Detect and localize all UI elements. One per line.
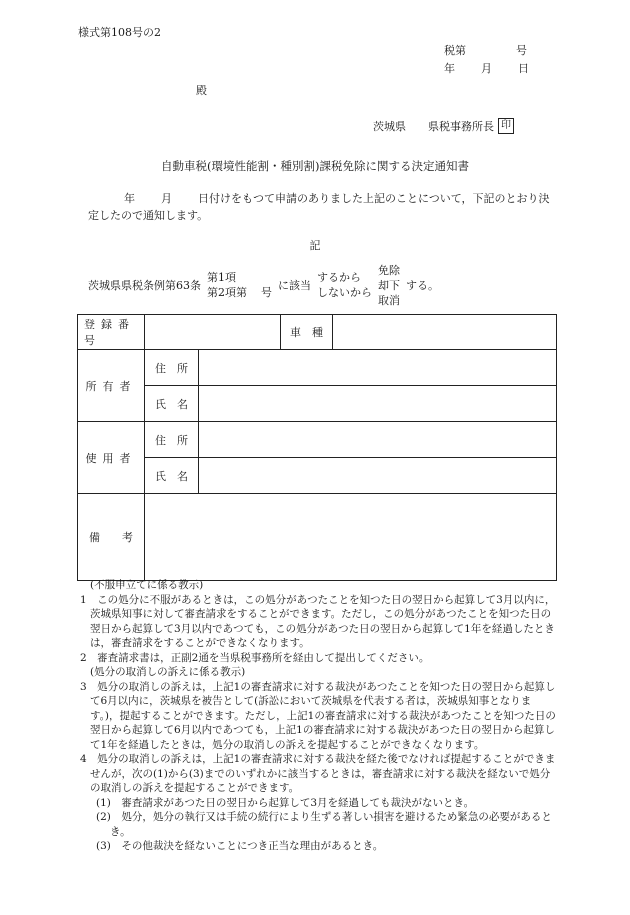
ki-heading: 記 — [309, 239, 321, 252]
user-address-value — [199, 422, 557, 458]
tax-number-suffix: 号 — [516, 44, 527, 57]
user-name-label: 氏 名 — [145, 458, 199, 494]
intro-year: 年 — [124, 192, 135, 205]
paragraph-2: 第2項第 号 — [207, 286, 272, 299]
day-label: 日 — [518, 62, 529, 75]
table-row — [78, 458, 557, 494]
tax-number-prefix: 税第 — [444, 44, 466, 57]
option-suru: するから — [317, 271, 361, 284]
owner-name-value — [199, 386, 557, 422]
note-item-3: 3 処分の取消しの訴えは，上記1の審査請求に対する裁決があつたことを知つた日の翌日から起算して6月以内に，茨城県を被告として(訴訟において茨城県を代表する者は，茨城県知事となります。)，提起することができます。ただし，上記1の審査請求に対する裁決があつたことを知つた日の翌日から起算して6月以内であつても，上記1の審査請求に対する裁決があつた日の翌日から起算して1年を経過したときは，処分の取消しの訴えを提起することができなくなります。 — [80, 680, 556, 751]
addressee: 殿 — [196, 84, 207, 97]
ordinance-text: 茨城県県税条例第63条 — [88, 279, 201, 292]
note-sub-1: (1) 審査請求があつた日の翌日から起算して3月を経過しても裁決がないとき。 — [96, 796, 475, 809]
notes-heading-appeal: (不服申立てに係る教示) — [90, 579, 204, 591]
table-row — [78, 494, 557, 581]
owner-label: 所有者 — [78, 350, 145, 422]
year-label: 年 — [444, 62, 455, 75]
form-number: 様式第108号の2 — [78, 26, 161, 39]
document-title: 自動車税(環境性能割・種別割)課税免除に関する決定通知書 — [161, 159, 469, 173]
owner-address-value — [199, 350, 557, 386]
applies-text: に該当 — [278, 279, 311, 292]
issue-date — [444, 60, 529, 76]
clause-end: する。 — [406, 279, 439, 292]
seal-box: 印 — [498, 118, 514, 134]
reg-no-value — [145, 315, 281, 350]
car-type-value — [333, 315, 557, 350]
vehicle-info-table — [77, 314, 557, 581]
intro-month: 月 — [161, 192, 172, 205]
applicability-options — [317, 270, 372, 300]
user-address-label: 住 所 — [145, 422, 199, 458]
car-type-label: 車 種 — [281, 315, 333, 350]
remarks-label: 備 考 — [78, 494, 145, 581]
decision-options — [378, 263, 400, 308]
month-label: 月 — [481, 62, 492, 75]
intro-paragraph — [88, 190, 558, 224]
note-sub-2: (2) 処分，処分の執行又は手続の続行により生ずる著しい損害を避けるため緊急の必要があるとき。 — [96, 811, 552, 838]
table-row — [78, 350, 557, 386]
owner-address-label: 住 所 — [145, 350, 199, 386]
remarks-value — [145, 494, 557, 581]
decision-clause — [88, 260, 439, 310]
tax-number-line — [444, 42, 527, 58]
option-torikeshi: 取消 — [378, 293, 400, 307]
table-row — [78, 386, 557, 422]
notes-heading-lawsuit: (処分の取消しの訴えに係る教示) — [90, 666, 246, 678]
intro-text: 日付けをもつて申請のありました上記のことについて，下記のとおり決定したので通知します。 — [88, 192, 550, 222]
table-row — [78, 315, 557, 350]
note-item-4: 4 処分の取消しの訴えは，上記1の審査請求に対する裁決を経た後でなければ提起することができませんが，次の(1)から(3)までのいずれかに該当するときは，審査請求に対する裁決を経ないで処分の取消しの訴えを提起することができます。 — [80, 753, 556, 794]
paragraph-1: 第1項 — [207, 271, 236, 284]
issuer-office: 県税事務所長 — [428, 120, 494, 133]
option-kyakka: 却下 — [378, 278, 400, 292]
notes-section — [80, 578, 558, 854]
note-sub-3: (3) その他裁決を経ないことにつき正当な理由があるとき。 — [96, 840, 384, 852]
option-menjo: 免除 — [378, 263, 400, 277]
issuer — [373, 118, 514, 134]
note-item-1: 1 この処分に不服があるときは，この処分があつたことを知つた日の翌日から起算して3月以内に，茨城県知事に対して審査請求をすることができます。ただし，この処分があつたことを知つた日の翌日から起算して3月以内であつても，この処分があつた日の翌日から起算して1年を経過したときは，審査請求をすることができなくなります。 — [80, 593, 556, 649]
issuer-prefecture: 茨城県 — [373, 120, 406, 133]
table-row — [78, 422, 557, 458]
paragraph-options — [207, 270, 272, 300]
note-item-2: 2 審査請求書は，正副2通を当県税事務所を経由して提出してください。 — [80, 651, 430, 664]
owner-name-label: 氏 名 — [145, 386, 199, 422]
reg-no-label: 登録番号 — [78, 315, 145, 350]
user-name-value — [199, 458, 557, 494]
user-label: 使用者 — [78, 422, 145, 494]
option-shinai: しないから — [317, 286, 372, 299]
